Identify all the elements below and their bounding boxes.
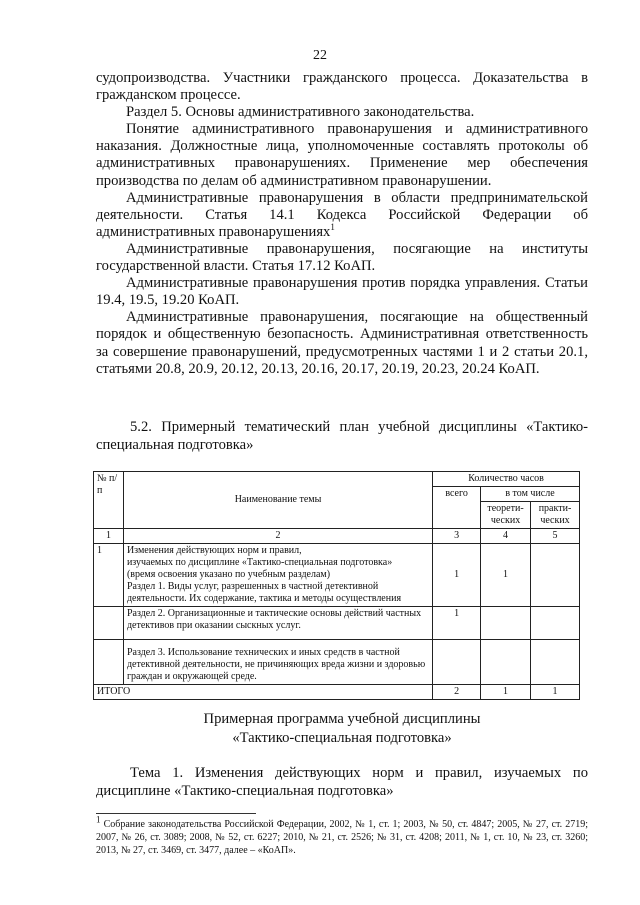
header-num: № п/п	[94, 472, 124, 529]
row-line: Раздел 1. Виды услуг, разрешенных в частной детективной деятельности. Их содержание, тактика и методы осуществления	[126, 581, 402, 604]
footnote	[96, 814, 589, 857]
paragraph: судопроизводства. Участники гражданского процесса. Доказательства в гражданском процессе.	[96, 70, 588, 104]
row-name	[123, 544, 432, 607]
row-total: 1	[433, 544, 481, 607]
paragraph: Административные правонарушения, посягающие на институты государственной власти. Статья 17.12 КоАП.	[96, 240, 588, 275]
row-total	[433, 640, 481, 685]
body-text	[96, 70, 588, 378]
program-title	[96, 710, 588, 748]
row-name	[123, 640, 432, 685]
paragraph: Понятие административного правонарушения и административного наказания. Должностные лица, уполномоченные составлять протоколы об административных правонарушениях. Применение мер обеспечения производства по делам об административном правонарушении.	[96, 121, 588, 189]
table-row	[94, 544, 580, 607]
row-practice	[531, 640, 580, 685]
row-line: изучаемых по дисциплине «Тактико-специальная подготовка»	[126, 557, 393, 568]
program-title-line: Примерная программа учебной дисциплины	[203, 711, 481, 727]
index-cell: 3	[433, 529, 481, 544]
row-theory: 1	[481, 544, 531, 607]
table-row	[94, 607, 580, 640]
paragraph	[96, 190, 588, 241]
row-name	[123, 607, 432, 640]
paragraph-text: Административные правонарушения в области предпринимательской деятельности. Статья 14.1 Кодекса Российской Федерации об административных правонарушениях	[96, 189, 588, 240]
row-num: 1	[94, 544, 124, 607]
row-theory	[481, 607, 531, 640]
index-cell: 1	[94, 529, 124, 544]
paragraph: Административные правонарушения против порядка управления. Статьи 19.4, 19.5, 19.20 КоАП.	[96, 275, 588, 309]
total-hours: 2	[433, 685, 481, 700]
table-row	[94, 640, 580, 685]
header-practice: практи-ческих	[531, 502, 580, 529]
row-total: 1	[433, 607, 481, 640]
table-total-row	[94, 685, 580, 700]
row-line: Изменения действующих норм и правил,	[126, 545, 302, 556]
thematic-plan-table	[93, 471, 580, 700]
footnote-number: 1	[96, 814, 101, 825]
index-cell: 2	[123, 529, 432, 544]
header-total: всего	[433, 487, 481, 529]
index-cell: 4	[481, 529, 531, 544]
row-line: Раздел 3. Использование технических и иных средств в частной детективной деятельности, не причиняющих вреда жизни и здоровью граждан и окружающей среде.	[126, 647, 426, 682]
total-practice: 1	[531, 685, 580, 700]
header-theory: теорети-ческих	[481, 502, 531, 529]
total-theory: 1	[481, 685, 531, 700]
paragraph: Административные правонарушения, посягающие на общественный порядок и общественную безопасность. Административная ответственность за совершение правонарушений, предусмотренных частями 1 и 2 статьи 20.1, статьями 20.8, 20.9, 20.12, 20.13, 20.16, 20.17, 20.19, 20.23, 20.24 КоАП.	[96, 309, 588, 377]
plan-title: 5.2. Примерный тематический план учебной дисциплины «Тактико-специальная подготовка»	[96, 419, 588, 453]
header-hours: Количество часов	[433, 472, 580, 487]
row-num	[94, 607, 124, 640]
row-practice	[531, 544, 580, 607]
page-number: 22	[313, 48, 327, 63]
topic-heading: Тема 1. Изменения действующих норм и правил, изучаемых по дисциплине «Тактико-специальная подготовка»	[96, 765, 588, 799]
row-practice	[531, 607, 580, 640]
table-index-row	[94, 529, 580, 544]
header-name: Наименование темы	[123, 472, 432, 529]
section-heading: Раздел 5. Основы административного законодательства.	[126, 104, 475, 121]
program-title-line: «Тактико-специальная подготовка»	[232, 730, 452, 746]
row-num	[94, 640, 124, 685]
row-line: Раздел 2. Организационные и тактические основы действий частных детективов при оказании сыскных услуг.	[126, 608, 422, 631]
table-header-row	[94, 472, 580, 487]
index-cell: 5	[531, 529, 580, 544]
header-including: в том числе	[481, 487, 580, 502]
row-line: (время освоения указано по учебным разделам)	[126, 569, 331, 580]
footnote-text: Собрание законодательства Российской Федерации, 2002, № 1, ст. 1; 2003, № 50, ст. 4847; 2005, № 27, ст. 2719; 2007, № 26, ст. 3089; 2008, № 52, ст. 6227; 2010, № 21, ст. 2526; № 31, ст. 4208; 2011, № 1, ст. 10, № 23, ст. 3260; 2013, № 27, ст. 3469, ст. 3477, далее – «КоАП».	[96, 819, 589, 856]
footnote-mark: 1	[330, 221, 335, 232]
row-theory	[481, 640, 531, 685]
footnote-divider	[96, 813, 256, 814]
total-label: ИТОГО	[94, 685, 433, 700]
